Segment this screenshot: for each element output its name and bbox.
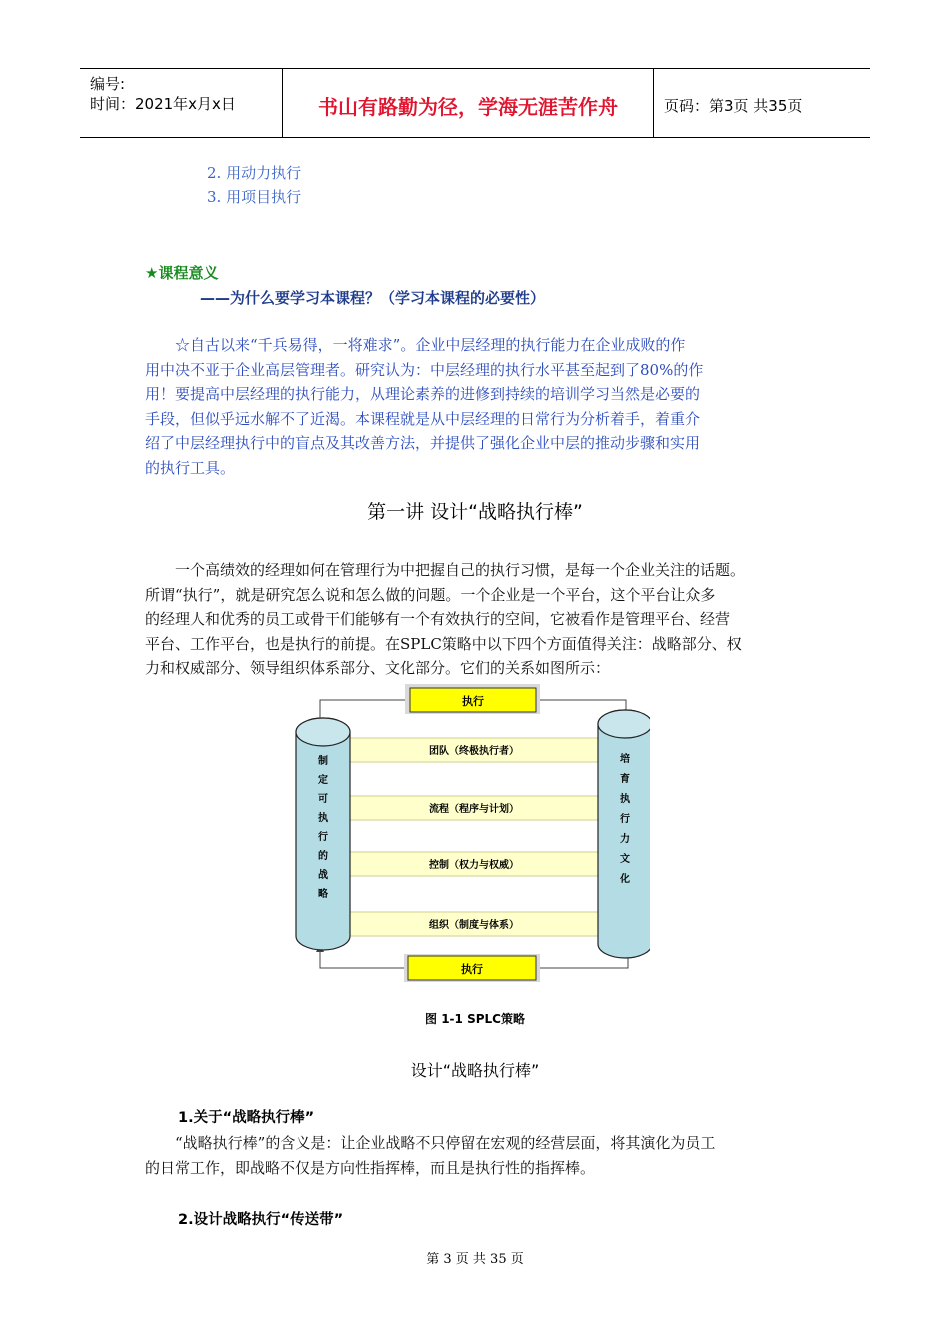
lecture-title: 第一讲 设计“战略执行棒”: [367, 501, 583, 523]
pillar-char: 育: [620, 774, 630, 785]
number-label: 编号:: [90, 75, 126, 93]
bar-group: [348, 738, 600, 936]
intro-paragraph: [145, 558, 825, 681]
paragraph-line: 用中决不亚于企业高层管理者。研究认为：中层经理的执行水平甚至起到了80%的作: [145, 360, 704, 379]
pillar-char: 定: [318, 775, 328, 786]
pillar-char: 可: [318, 794, 328, 805]
pillar-char: 执: [620, 794, 630, 805]
section2-title: 2.设计战略执行“传送带”: [178, 1212, 344, 1228]
paragraph-line: 手段，但似乎远水解不了近渴。本课程就是从中层经理的日常行为分析着手，着重介: [145, 409, 701, 428]
page-footer: 第 3 页 共 35 页: [426, 1252, 524, 1267]
bottom-execute-label: 执行: [461, 963, 483, 976]
paragraph-line: 用！要提高中层经理的执行能力，从理论素养的进修到持续的培训学习当然是必要的: [145, 385, 701, 404]
bar-label: 控制（权力与权威）: [429, 860, 519, 871]
pillar-char: 文: [620, 854, 630, 865]
top-execute-label: 执行: [462, 695, 484, 708]
motto: 书山有路勤为径，学海无涯苦作舟: [318, 95, 618, 119]
paragraph-line: 的日常工作，即战略不仅是方向性指挥棒，而且是执行性的指挥棒。: [145, 1158, 596, 1177]
connector-line: [320, 948, 408, 968]
header-motto-cell: [283, 69, 654, 137]
pillar-char: 的: [318, 851, 328, 862]
paragraph-line: 的执行工具。: [145, 458, 236, 477]
bar-label: 流程（程序与计划）: [429, 804, 519, 815]
section-heading: 设计“战略执行棒”: [410, 1061, 540, 1080]
pillar-char: 行: [620, 814, 630, 825]
pillar-char: 制: [318, 756, 328, 767]
paragraph-line: 所谓“执行”，就是研究怎么说和怎么做的问题。一个企业是一个平台，这个平台让众多: [145, 585, 716, 604]
bar-label: 团队（终极执行者）: [429, 746, 519, 757]
course-title: ★课程意义: [145, 264, 219, 282]
pillar-char: 培: [620, 754, 630, 765]
paragraph-line: “战略执行棒”的含义是：让企业战略不只停留在宏观的经营层面，将其演化为员工: [175, 1134, 716, 1152]
pillar-char: 行: [318, 832, 328, 843]
paragraph-line: 平台、工作平台，也是执行的前提。在SPLC策略中以下四个方面值得关注：战略部分、权: [145, 634, 742, 653]
splc-diagram: [290, 680, 650, 985]
course-paragraph: [145, 333, 825, 481]
page-info: 页码：第3页 共35页: [664, 97, 803, 115]
figure-caption: 图 1-1 SPLC策略: [425, 1012, 525, 1026]
paragraph-line: ☆自古以来“千兵易得，一将难求”。企业中层经理的执行能力在企业成败的作: [175, 336, 686, 354]
time-label: 时间：2021年x月x日: [90, 95, 236, 113]
pillar-char: 化: [620, 874, 630, 885]
section1-paragraph: [145, 1131, 825, 1180]
pillar-char: 战: [318, 870, 328, 881]
pillar-char: 执: [318, 813, 328, 824]
pillar-char: 略: [318, 889, 328, 900]
bar-label: 组织（制度与体系）: [429, 920, 519, 931]
paragraph-line: 的经理人和优秀的员工或骨干们能够有一个有效执行的空间，它被看作是管理平台、经营: [145, 610, 731, 629]
list-item: 2. 用动力执行: [207, 164, 302, 182]
header-page-cell: [654, 69, 870, 137]
paragraph-line: 力和权威部分、领导组织体系部分、文化部分。它们的关系如图所示：: [145, 659, 611, 678]
course-subtitle: ——为什么要学习本课程？（学习本课程的必要性）: [200, 289, 546, 307]
pillar-char: 力: [620, 834, 630, 845]
paragraph-line: 一个高绩效的经理如何在管理行为中把握自己的执行习惯，是每一个企业关注的话题。: [175, 561, 746, 579]
header-meta-cell: [80, 69, 283, 137]
section1-title: 1.关于“战略执行棒”: [178, 1110, 315, 1126]
list-item: 3. 用项目执行: [207, 188, 302, 206]
paragraph-line: 绍了中层经理执行中的盲点及其改善方法，并提供了强化企业中层的推动步骤和实用: [145, 434, 701, 453]
header-table: [80, 68, 870, 138]
